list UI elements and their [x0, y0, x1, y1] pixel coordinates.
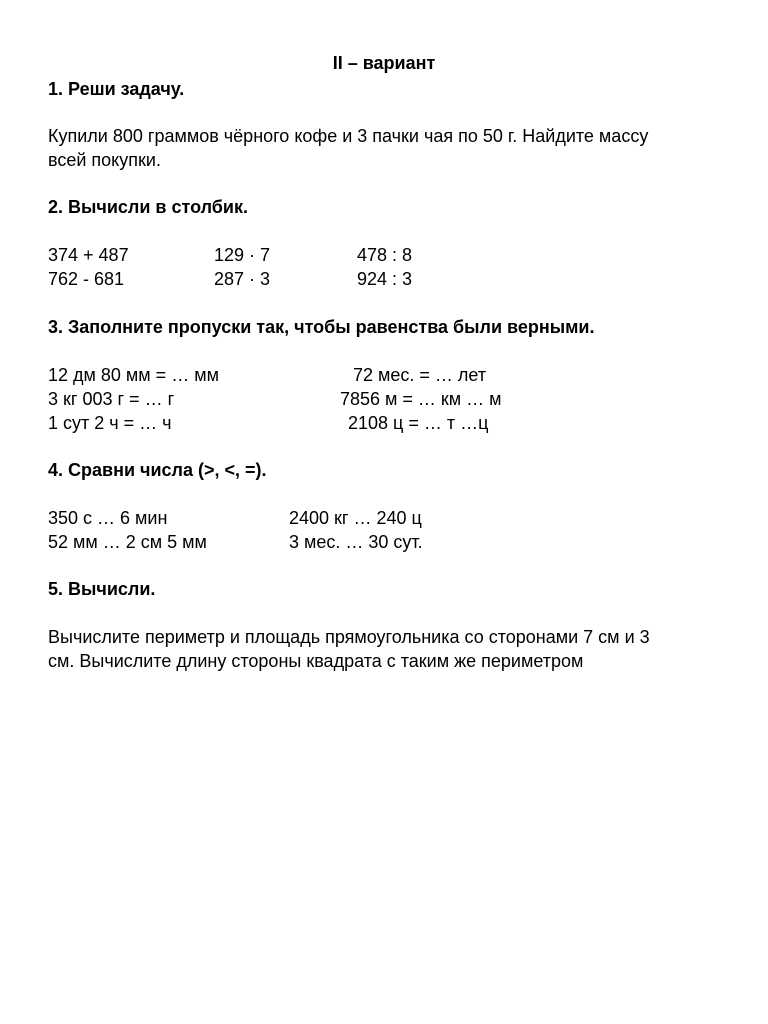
task5-text-line2: см. Вычислите длину стороны квадрата с таким же периметром — [48, 651, 584, 671]
task3-equation: 12 дм 80 мм = … мм — [48, 365, 219, 385]
task5-heading: 5. Вычисли. — [48, 579, 156, 599]
task2-expression: 287 · 3 — [214, 269, 271, 289]
task3-heading: 3. Заполните пропуски так, чтобы равенства были верными. — [48, 317, 595, 337]
task3-equation: 1 сут 2 ч = … ч — [48, 413, 172, 433]
task4-heading: 4. Сравни числа (>, <, =). — [48, 460, 267, 480]
task5-text-line1: Вычислите периметр и площадь прямоугольника со сторонами 7 см и 3 — [48, 627, 650, 647]
task2-expression: 374 + 487 — [48, 245, 129, 265]
task3-equation: 7856 м = … км … м — [340, 389, 502, 409]
task1-text-line1: Купили 800 граммов чёрного кофе и 3 пачки чая по 50 г. Найдите массу — [48, 126, 649, 146]
task3-equation: 72 мес. = … лет — [353, 365, 487, 385]
page-title: II – вариант — [332, 53, 436, 73]
task1-text-line2: всей покупки. — [48, 150, 161, 170]
task3-equation: 3 кг 003 г = … г — [48, 389, 175, 409]
task2-expression: 129 · 7 — [214, 245, 271, 265]
task4-comparison: 52 мм … 2 см 5 мм — [48, 532, 207, 552]
task2-expression: 478 : 8 — [357, 245, 413, 265]
task4-comparison: 2400 кг … 240 ц — [289, 508, 422, 528]
task4-comparison: 350 с … 6 мин — [48, 508, 168, 528]
task4-comparison: 3 мес. … 30 сут. — [289, 532, 423, 552]
task1-heading: 1. Реши задачу. — [48, 79, 185, 99]
task2-expression: 924 : 3 — [357, 269, 413, 289]
task2-expression: 762 - 681 — [48, 269, 125, 289]
task3-equation: 2108 ц = … т …ц — [348, 413, 489, 433]
task2-heading: 2. Вычисли в столбик. — [48, 197, 249, 217]
